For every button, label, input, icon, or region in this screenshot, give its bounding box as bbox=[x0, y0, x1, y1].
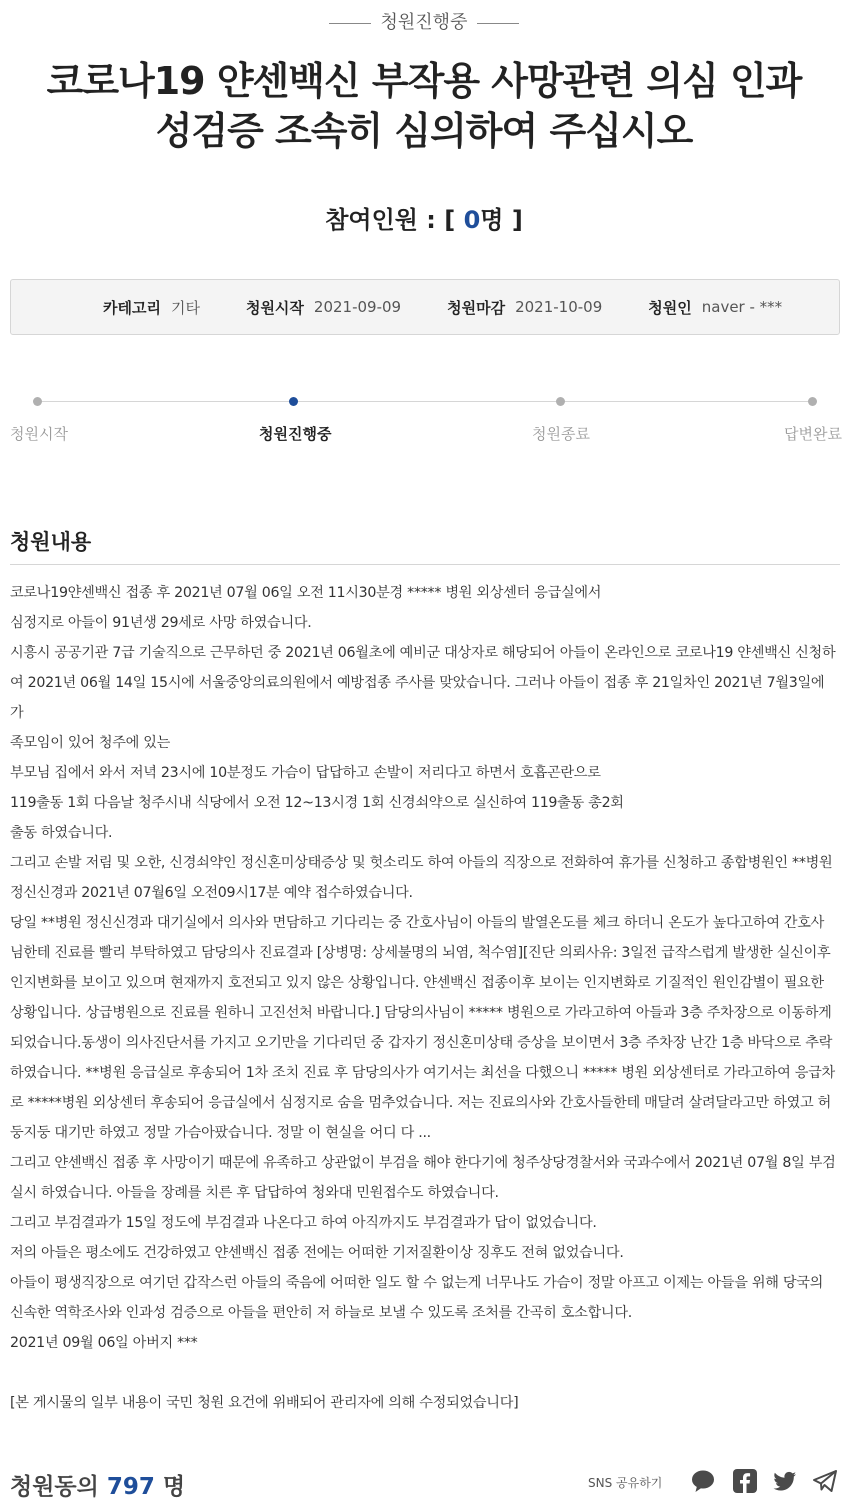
participant-number: 0 bbox=[463, 206, 481, 234]
progress-track bbox=[37, 401, 813, 402]
content-line: 그리고 손발 저림 및 오한, 신경쇠약인 정신혼미상태증상 및 헛소리도 하여 아들의 직장으로 전화하여 휴가를 신청하고 종합병원인 **병원 bbox=[10, 855, 833, 871]
facebook-share-icon[interactable] bbox=[732, 1468, 758, 1494]
meta-author bbox=[648, 297, 782, 318]
twitter-share-icon[interactable] bbox=[772, 1468, 798, 1494]
content-line: 신속한 역학조사와 인과성 검증으로 아들을 편안히 저 하늘로 보낼 수 있도록 조처를 간곡히 호소합니다. bbox=[10, 1305, 632, 1321]
content-line: 실시 하였습니다. 아들을 장례를 치른 후 답답하여 청와대 민원접수도 하였습니다. bbox=[10, 1185, 499, 1201]
content-line: 정신신경과 2021년 07월6일 오전09시17분 예약 접수하였습니다. bbox=[10, 885, 413, 901]
content-lines bbox=[10, 578, 840, 1358]
progress-dot-ended bbox=[556, 397, 565, 406]
status-dash-left bbox=[329, 23, 371, 24]
step-label-answered: 답변완료 bbox=[784, 425, 842, 443]
bottom-bar bbox=[10, 1462, 840, 1502]
agree-count bbox=[10, 1468, 185, 1501]
status-dash-right bbox=[477, 23, 519, 24]
meta-end bbox=[447, 297, 602, 318]
participant-label: 참여인원 : [ bbox=[325, 206, 456, 234]
meta-start-value: 2021-09-09 bbox=[313, 298, 402, 316]
content-line: 족모임이 있어 청주에 있는 bbox=[10, 735, 171, 751]
meta-start bbox=[246, 297, 401, 318]
content-line: 아들이 평생직장으로 여기던 갑작스런 아들의 죽음에 어떠한 일도 할 수 없는게 너무나도 가슴이 정말 아프고 이제는 아들을 위해 당국의 bbox=[10, 1275, 824, 1291]
title-line-2: 성검증 조속히 심의하여 주십시오 bbox=[155, 109, 693, 153]
edit-notice: [본 게시물의 일부 내용이 국민 청원 요건에 위배되어 관리자에 의해 수정되었습니다] bbox=[10, 1395, 519, 1411]
progress-dot-start bbox=[33, 397, 42, 406]
meta-start-label: 청원시작 bbox=[245, 298, 304, 317]
meta-category bbox=[103, 297, 200, 318]
sns-share-label: SNS 공유하기 bbox=[588, 1476, 663, 1490]
step-label-ended: 청원종료 bbox=[532, 425, 590, 443]
content-line: 시흥시 공공기관 7급 기술직으로 근무하던 중 2021년 06월초에 예비군 대상자로 해당되어 아들이 온라인으로 코로나19 얀센백신 신청하 bbox=[10, 645, 836, 661]
content-line: 저의 아들은 평소에도 건강하였고 얀센백신 접종 전에는 어떠한 기저질환이상 징후도 전혀 없었습니다. bbox=[10, 1245, 624, 1261]
kakaotalk-share-icon[interactable] bbox=[690, 1468, 716, 1494]
content-line: 로 *****병원 외상센터 후송되어 응급실에서 심정지로 숨을 멈추었습니다. 저는 진료의사와 간호사들한테 매달려 살려달라고만 하였고 허 bbox=[10, 1095, 831, 1111]
meta-category-label: 카테고리 bbox=[103, 298, 161, 317]
content-line: 119출동 1회 다음날 청주시내 식당에서 오전 12~13시경 1회 신경쇠약으로 실신하여 119출동 총2회 bbox=[10, 795, 624, 811]
petition-meta bbox=[10, 279, 840, 335]
petition-title bbox=[20, 56, 828, 156]
content-line: 상황입니다. 상급병원으로 진료를 원하니 고진선처 바랍니다.] 담당의사님이 ***** 병원으로 가라고하여 아들과 3층 주차장으로 이동하게 bbox=[10, 1005, 832, 1021]
step-label-ongoing: 청원진행중 bbox=[259, 425, 332, 443]
meta-category-value: 기타 bbox=[170, 298, 200, 317]
petition-status bbox=[0, 8, 848, 34]
content-line: 당일 **병원 정신신경과 대기실에서 의사와 면담하고 기다리는 중 간호사님이 아들의 발열온도를 체크 하더니 온도가 높다고하여 간호사 bbox=[10, 915, 825, 931]
content-line: 하였습니다. **병원 응급실로 후송되어 1차 조치 진료 후 담당의사가 여기서는 최선을 다했으니 ***** 병원 외상센터로 가라고하여 응급차 bbox=[10, 1065, 835, 1081]
content-line: 되었습니다.동생이 의사진단서를 가지고 오기만을 기다리던 중 갑자기 정신혼미상태 증상을 보이면서 3층 주차장 난간 1층 바닥으로 추락 bbox=[10, 1035, 833, 1051]
agree-label: 청원동의 bbox=[10, 1474, 99, 1500]
content-line: 님한테 진료를 빨리 부탁하였고 담당의사 진료결과 [상병명: 상세불명의 뇌염, 척수염][진단 의뢰사유: 3일전 급작스럽게 발생한 실신이후 bbox=[10, 945, 831, 961]
section-title: 청원내용 bbox=[10, 530, 92, 554]
section-divider bbox=[10, 564, 840, 565]
content-line: 둥지둥 대기만 하였고 정말 가슴아팠습니다. 정말 이 현실을 어디 다 ... bbox=[10, 1125, 431, 1141]
meta-author-value: naver - *** bbox=[701, 298, 783, 316]
content-line: 인지변화를 보이고 있으며 현재까지 호전되고 있지 않은 상황입니다. 얀센백신 접종이후 보이는 인지변화로 기질적인 원인감별이 필요한 bbox=[10, 975, 824, 991]
content-line: 2021년 09월 06일 아버지 *** bbox=[10, 1335, 198, 1351]
step-label-start: 청원시작 bbox=[10, 425, 68, 443]
meta-author-label: 청원인 bbox=[648, 298, 692, 317]
content-line: 여 2021년 06월 14일 15시에 서울중앙의료의원에서 예방접종 주사를 맞았습니다. 그러나 아들이 접종 후 21일차인 2021년 7월3일에 가 bbox=[10, 675, 825, 721]
meta-end-label: 청원마감 bbox=[447, 298, 506, 317]
participant-count bbox=[0, 200, 848, 235]
content-line: 그리고 부검결과가 15일 정도에 부검결과 나온다고 하여 아직까지도 부검결과가 답이 없었습니다. bbox=[10, 1215, 597, 1231]
content-line: 출동 하였습니다. bbox=[10, 825, 113, 841]
agree-number: 797 bbox=[106, 1474, 155, 1500]
content-line: 그리고 얀센백신 접종 후 사망이기 때문에 유족하고 상관없이 부검을 해야 한다기에 청주상당경찰서와 국과수에서 2021년 07월 8일 부검 bbox=[10, 1155, 836, 1171]
meta-end-value: 2021-10-09 bbox=[515, 298, 603, 316]
content-line: 코로나19얀센백신 접종 후 2021년 07월 06일 오전 11시30분경 ***** 병원 외상센터 응급실에서 bbox=[10, 585, 602, 601]
agree-unit: 명 bbox=[162, 1474, 186, 1500]
petition-progress bbox=[0, 390, 848, 450]
progress-dot-answered bbox=[808, 397, 817, 406]
title-line-1: 코로나19 얀센백신 부작용 사망관련 의심 인과 bbox=[46, 59, 802, 103]
telegram-share-icon[interactable] bbox=[812, 1468, 838, 1494]
petition-content bbox=[10, 578, 840, 1418]
participant-unit: 명 ] bbox=[480, 206, 523, 234]
content-line: 부모님 집에서 와서 저녁 23시에 10분정도 가슴이 답답하고 손발이 저리다고 하면서 호흡곤란으로 bbox=[10, 765, 601, 781]
status-text: 청원진행중 bbox=[380, 12, 468, 33]
progress-dot-ongoing bbox=[289, 397, 298, 406]
content-line: 심정지로 아들이 91년생 29세로 사망 하였습니다. bbox=[10, 615, 312, 631]
